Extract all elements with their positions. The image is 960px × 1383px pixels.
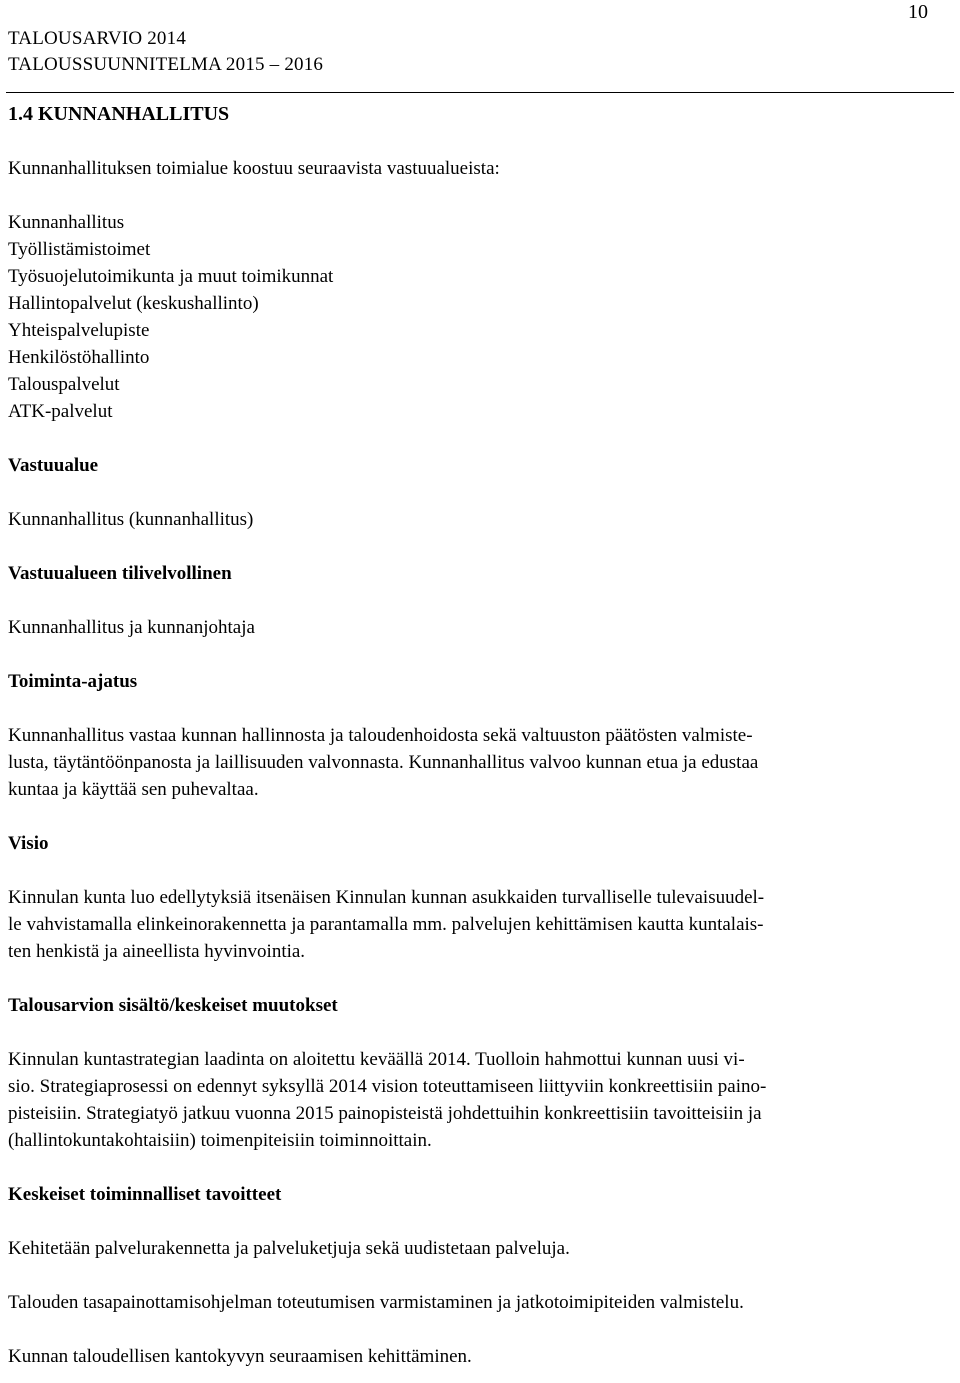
intro-text: Kunnanhallituksen toimialue koostuu seuraavista vastuualueista: xyxy=(8,158,500,179)
tavoite-item: Kunnan taloudellisen kantokyvyn seuraamisen kehittäminen. xyxy=(8,1346,472,1367)
tavoitteet-heading: Keskeiset toiminnalliset tavoitteet xyxy=(8,1184,282,1205)
tavoite-item: Talouden tasapainottamisohjelman toteutumisen varmistaminen ja jatkotoimipiteiden valmistelu. xyxy=(8,1292,744,1313)
tilivelvollinen-heading: Vastuualueen tilivelvollinen xyxy=(8,563,232,584)
header-line-budget: TALOUSARVIO 2014 xyxy=(8,28,187,49)
paragraph-line: kuntaa ja käyttää sen puhevaltaa. xyxy=(8,779,259,800)
tilivelvollinen-text: Kunnanhallitus ja kunnanjohtaja xyxy=(8,617,255,638)
sisalto-paragraph xyxy=(8,1046,954,1154)
visio-paragraph xyxy=(8,884,954,965)
visio-heading: Visio xyxy=(8,833,49,854)
header-line-plan: TALOUSSUUNNITELMA 2015 – 2016 xyxy=(8,54,324,75)
paragraph-line: le vahvistamalla elinkeinorakennetta ja parantamalla mm. palvelujen kehittämisen kautta kuntalais- xyxy=(8,914,764,935)
section-title: 1.4 KUNNANHALLITUS xyxy=(8,103,230,125)
toiminta-ajatus-heading: Toiminta-ajatus xyxy=(8,671,138,692)
page-number: 10 xyxy=(908,1,928,23)
paragraph-line: (hallintokuntakohtaisiin) toimenpiteisiin toiminnoittain. xyxy=(8,1130,432,1151)
areas-list xyxy=(8,209,954,425)
area-item: Kunnanhallitus xyxy=(8,212,125,233)
vastuualue-heading: Vastuualue xyxy=(8,455,99,476)
area-item: ATK-palvelut xyxy=(8,401,113,422)
paragraph-line: sio. Strategiaprosessi on edennyt syksyllä 2014 vision toteuttamiseen liittyviin konkreettisiin paino- xyxy=(8,1076,767,1097)
running-header xyxy=(8,26,323,78)
paragraph-line: pisteisiin. Strategiatyö jatkuu vuonna 2015 painopisteistä johdettuihin konkreettisiin tavoitteisiin ja xyxy=(8,1103,762,1124)
area-item: Yhteispalvelupiste xyxy=(8,320,150,341)
area-item: Työllistämistoimet xyxy=(8,239,151,260)
paragraph-line: lusta, täytäntöönpanosta ja laillisuuden valvonnasta. Kunnanhallitus valvoo kunnan etua ja edustaa xyxy=(8,752,759,773)
paragraph-line: Kinnulan kuntastrategian laadinta on aloitettu keväällä 2014. Tuolloin hahmottui kunnan uusi vi- xyxy=(8,1049,745,1070)
paragraph-line: Kinnulan kunta luo edellytyksiä itsenäisen Kinnulan kunnan asukkaiden turvalliselle tulevaisuudel- xyxy=(8,887,765,908)
document-body xyxy=(8,101,954,1370)
header-divider xyxy=(6,92,954,93)
area-item: Hallintopalvelut (keskushallinto) xyxy=(8,293,259,314)
toiminta-ajatus-paragraph xyxy=(8,722,954,803)
area-item: Työsuojelutoimikunta ja muut toimikunnat xyxy=(8,266,334,287)
vastuualue-text: Kunnanhallitus (kunnanhallitus) xyxy=(8,509,254,530)
paragraph-line: Kunnanhallitus vastaa kunnan hallinnosta ja taloudenhoidosta sekä valtuuston päätösten valmiste- xyxy=(8,725,753,746)
tavoite-item: Kehitetään palvelurakennetta ja palveluketjuja sekä uudistetaan palveluja. xyxy=(8,1238,570,1259)
paragraph-line: ten henkistä ja aineellista hyvinvointia. xyxy=(8,941,306,962)
sisalto-heading: Talousarvion sisältö/keskeiset muutokset xyxy=(8,995,338,1016)
area-item: Henkilöstöhallinto xyxy=(8,347,150,368)
area-item: Talouspalvelut xyxy=(8,374,120,395)
